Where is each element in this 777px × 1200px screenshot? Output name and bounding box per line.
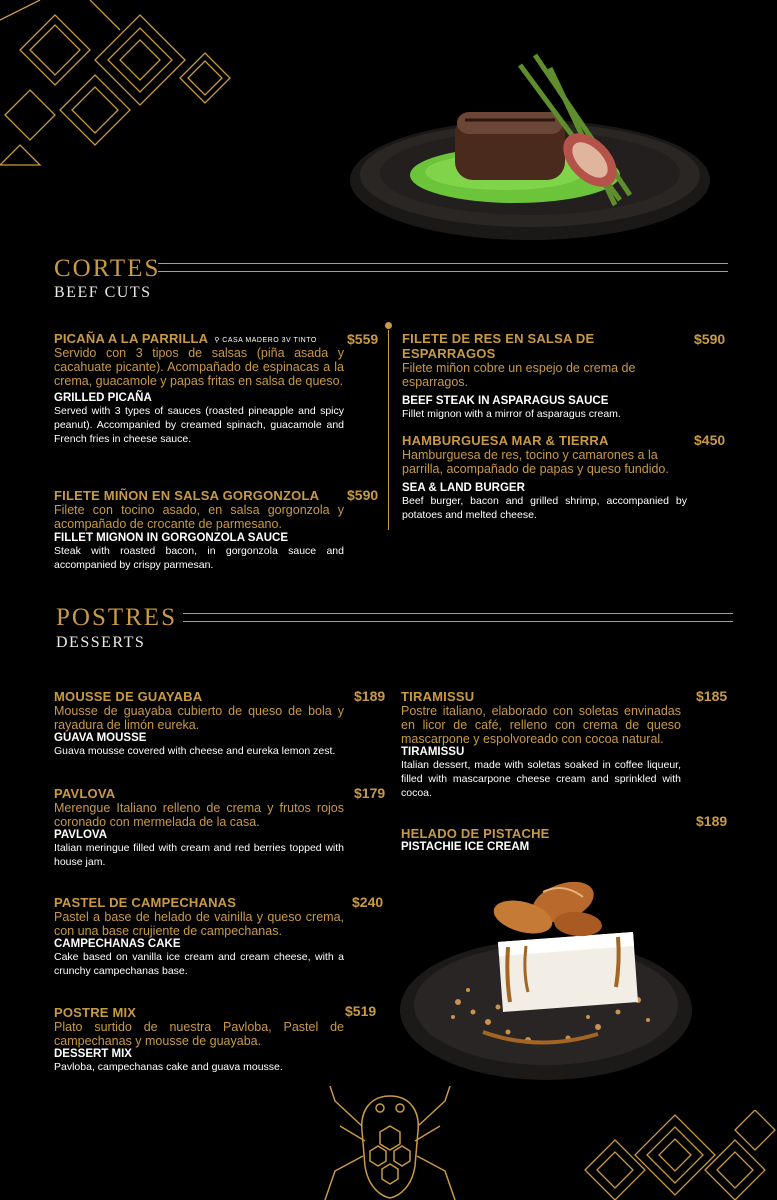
section-title-postres: POSTRES <box>56 604 177 631</box>
item-name-en: SEA & LAND BURGER <box>402 482 525 494</box>
item-description-es: Postre italiano, elaborado con soletas envinadas en licor de café, relleno con crema de queso mascarpone y espolvoreado con cocoa natural. <box>401 704 681 746</box>
item-description-en: Cake based on vanilla ice cream and cream cheese, with a crunchy campechanas base. <box>54 951 344 977</box>
menu-item <box>54 331 344 446</box>
item-description-en: Steak with roasted bacon, in gorgonzola sauce and accompanied by crispy parmesan. <box>54 545 344 571</box>
dessert-dish-image <box>398 862 693 1087</box>
item-name: FILETE MIÑON EN SALSA GORGONZOLA <box>54 488 320 503</box>
item-price: $240 <box>352 894 384 910</box>
menu-item <box>401 826 681 853</box>
item-name: PASTEL DE CAMPECHANAS <box>54 895 237 910</box>
bee-logo <box>320 1086 460 1200</box>
section-rule-postres <box>183 613 733 622</box>
item-name-en: DESSERT MIX <box>54 1048 132 1060</box>
item-description-en: Pavloba, campechanas cake and guava mousse. <box>54 1061 283 1073</box>
item-price: $519 <box>345 1003 377 1019</box>
item-price: $179 <box>354 785 386 801</box>
item-description-en: Fillet mignon with a mirror of asparagus cream. <box>402 408 621 420</box>
section-subtitle-beef-cuts: BEEF CUTS <box>54 284 152 301</box>
wine-pairing-note: ⚲ CASA MADERO 3V TINTO <box>214 336 317 344</box>
item-price: $189 <box>354 688 386 704</box>
item-name-en: GRILLED PICAÑA <box>54 392 152 404</box>
item-description-es: Filete con tocino asado, en salsa gorgonzola y acompañado de crocante de parmesano. <box>54 503 344 531</box>
menu-item <box>54 895 344 978</box>
item-name: TIRAMISSU <box>401 689 475 704</box>
item-price: $590 <box>694 331 726 347</box>
item-name-en: GUAVA MOUSSE <box>54 732 147 744</box>
item-description-en: Beef burger, bacon and grilled shrimp, accompanied by potatoes and melted cheese. <box>402 495 687 521</box>
item-description-en: Italian dessert, made with soletas soaked in coffee liqueur, filled with mascarpone cheese cream and sprinkled with cocoa. <box>401 759 681 799</box>
section-title-cortes: CORTES <box>54 255 161 282</box>
menu-item <box>402 331 687 421</box>
item-price: $450 <box>694 432 726 448</box>
item-price: $559 <box>347 331 379 347</box>
menu-item <box>54 1005 344 1074</box>
item-name: HAMBURGUESA MAR & TIERRA <box>402 433 609 448</box>
item-price: $590 <box>347 487 379 503</box>
column-divider-dot <box>385 322 392 329</box>
item-name: MOUSSE DE GUAYABA <box>54 689 203 704</box>
item-description-en: Italian meringue filled with cream and red berries topped with house jam. <box>54 842 344 868</box>
item-name-en: TIRAMISSU <box>401 746 465 758</box>
column-divider <box>388 330 389 530</box>
item-name-en: FILLET MIGNON IN GORGONZOLA SAUCE <box>54 532 289 544</box>
menu-item <box>401 689 681 800</box>
steak-dish-image <box>345 40 715 250</box>
section-rule-cortes <box>158 263 728 272</box>
geometric-pattern-top-left <box>0 0 240 170</box>
item-name-en: CAMPECHANAS CAKE <box>54 938 181 950</box>
item-description-es: Hamburguesa de res, tocino y camarones a la parrilla, acompañado de papas y queso fundido. <box>402 448 669 476</box>
menu-item <box>54 786 344 869</box>
item-name: PAVLOVA <box>54 786 116 801</box>
section-subtitle-desserts: DESSERTS <box>56 634 146 651</box>
item-description-es: Mousse de guayaba cubierto de queso de bola y rayadura de limón eureka. <box>54 704 344 732</box>
menu-item <box>54 488 344 572</box>
item-price: $185 <box>696 688 728 704</box>
item-price: $189 <box>696 813 728 829</box>
item-name-en: BEEF STEAK IN ASPARAGUS SAUCE <box>402 395 609 407</box>
item-name: PICAÑA A LA PARRILLA <box>54 331 209 346</box>
item-description-es: Servido con 3 tipos de salsas (piña asada y cacahuate picante). Acompañado de espinacas a la crema, guacamole y papas fritas en salsa de queso. <box>54 346 344 388</box>
item-description-es: Pastel a base de helado de vainilla y queso crema, con una base crujiente de campechanas. <box>54 910 344 938</box>
item-description-en: Served with 3 types of sauces (roasted pineapple and spicy peanut). Accompanied by creamed spinach, guacamole and French fries in cheese sauce. <box>54 405 344 445</box>
item-name-en: PAVLOVA <box>54 829 108 841</box>
item-description-es: Filete miñon cobre un espejo de crema de esparragos. <box>402 361 636 389</box>
item-description-en: Guava mousse covered with cheese and eureka lemon zest. <box>54 745 336 757</box>
menu-item <box>54 689 344 758</box>
geometric-pattern-bottom-right <box>575 1110 777 1200</box>
menu-item <box>402 433 687 522</box>
item-name-en: PISTACHIE ICE CREAM <box>401 841 530 853</box>
item-name: HELADO DE PISTACHE <box>401 826 550 841</box>
item-name: FILETE DE RES EN SALSA DE ESPARRAGOS <box>402 331 595 361</box>
item-name: POSTRE MIX <box>54 1005 137 1020</box>
item-description-es: Plato surtido de nuestra Pavloba, Pastel de campechanas y mousse de guayaba. <box>54 1020 344 1048</box>
item-description-es: Merengue Italiano relleno de crema y frutos rojos coronado con mermelada de la casa. <box>54 801 344 829</box>
